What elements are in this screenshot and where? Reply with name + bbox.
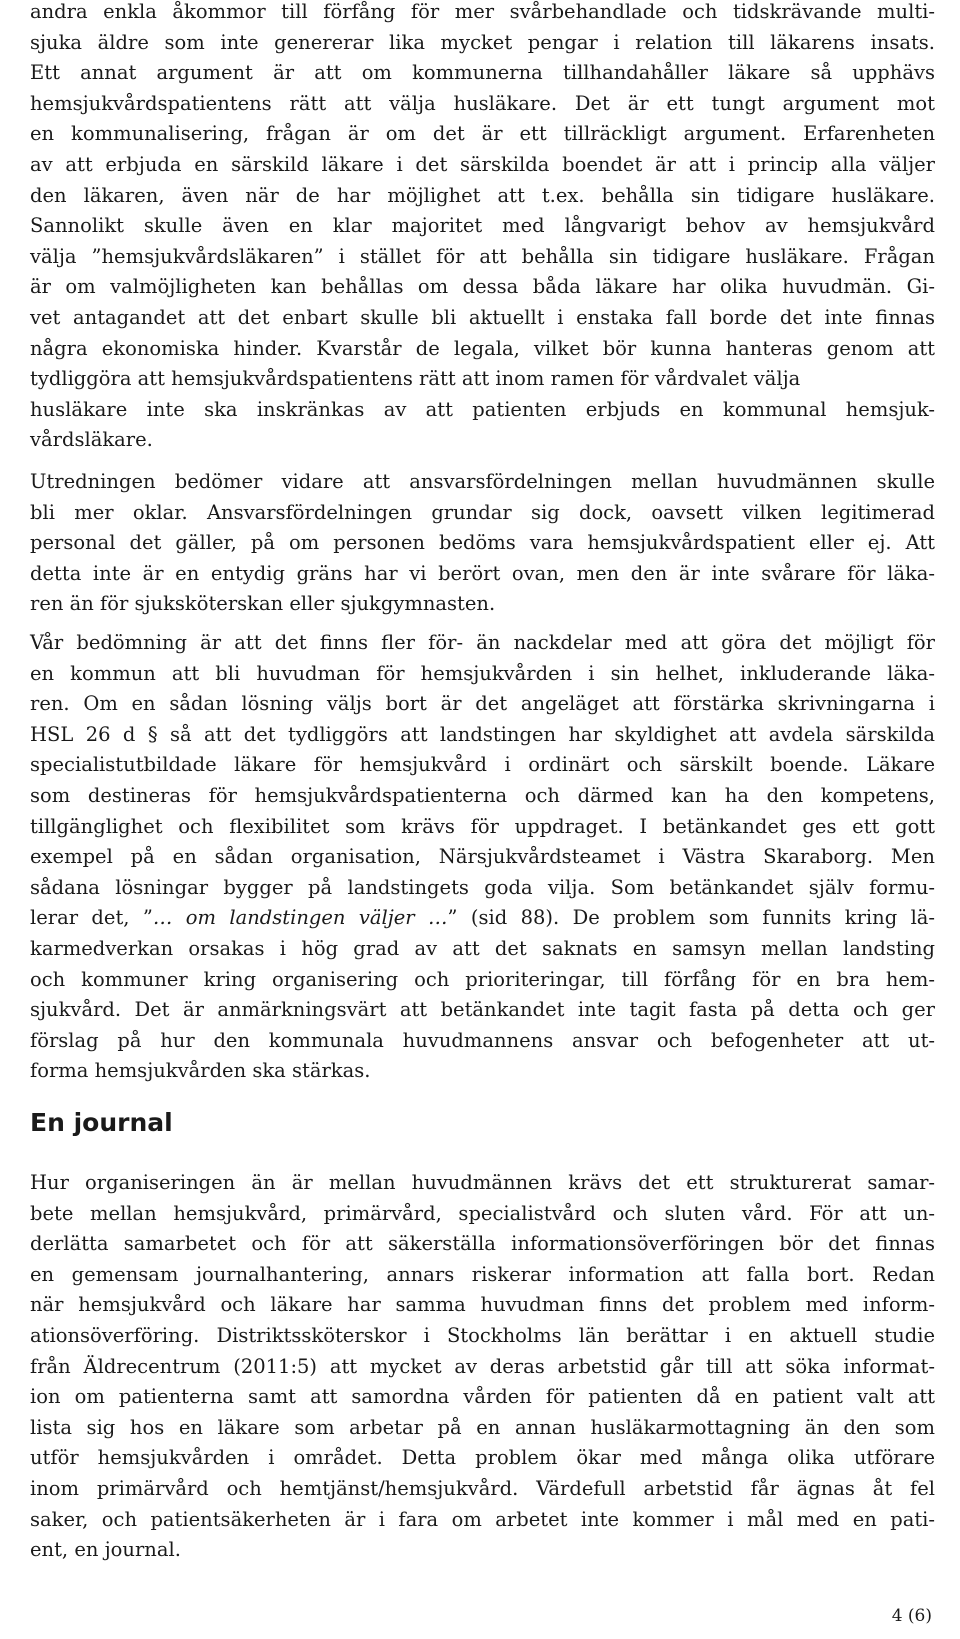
text-line: en kommun att bli huvudman för hemsjukvården i sin helhet, inkluderande läka- bbox=[30, 661, 935, 685]
paragraph-responsibility bbox=[30, 467, 940, 620]
text-line: förslag på hur den kommunala huvudmannens ansvar och befogenheter att ut- bbox=[30, 1028, 935, 1052]
text-line: och kommuner kring organisering och prioriteringar, till förfång för en bra hem- bbox=[30, 967, 935, 991]
text-line: bli mer oklar. Ansvarsfördelningen grundar sig dock, oavsett vilken legitimerad bbox=[30, 500, 935, 524]
text-line: Utredningen bedömer vidare att ansvarsfördelningen mellan huvudmännen skulle bbox=[30, 470, 935, 493]
text-line: specialistutbildade läkare för hemsjukvård i ordinärt och särskilt boende. Läkare bbox=[30, 753, 935, 777]
section-heading: En journal bbox=[30, 1108, 173, 1137]
text-line: en gemensam journalhantering, annars riskerar information att falla bort. Redan bbox=[30, 1262, 935, 1286]
text-line: välja ”hemsjukvårdsläkaren” i stället för att behålla sin tidigare husläkare. Frågan bbox=[30, 244, 935, 268]
text-line: ent, en journal. bbox=[30, 1538, 181, 1562]
paragraph-journal bbox=[30, 1168, 940, 1566]
text-line: Hur organiseringen än är mellan huvudmännen krävs det ett strukturerat samar- bbox=[30, 1171, 935, 1194]
text-line: tydliggöra att hemsjukvårdspatientens rätt att inom ramen för vårdvalet välja bbox=[30, 367, 801, 391]
text-line: vet antagandet att det enbart skulle bli aktuellt i enstaka fall borde det inte finnas bbox=[30, 305, 935, 329]
quote-italic: … om landstingen väljer … bbox=[152, 906, 448, 930]
quote-line-before: lerar det, ” bbox=[30, 906, 153, 930]
text-line: från Äldrecentrum (2011:5) att mycket av deras arbetstid går till att söka informat- bbox=[30, 1354, 935, 1378]
text-line: karmedverkan orsakas i hög grad av att det saknats en samsyn mellan landsting bbox=[30, 936, 935, 960]
text-line: när hemsjukvård och läkare har samma huvudman finns det problem med inform- bbox=[30, 1293, 935, 1317]
text-line: derlätta samarbetet och för att säkerställa informationsöverföringen bör det finnas bbox=[30, 1232, 935, 1256]
text-line: vårdsläkare. bbox=[30, 428, 153, 452]
text-line: andra enkla åkommor till förfång för mer svårbehandlade och tidskrävande multi- bbox=[30, 0, 935, 23]
text-line: Ett annat argument är att om kommunerna tillhandahåller läkare så upphävs bbox=[30, 61, 935, 85]
quote-line bbox=[30, 903, 940, 934]
text-line: ren än för sjuksköterskan eller sjukgymnasten. bbox=[30, 592, 496, 616]
document-page bbox=[30, 0, 940, 1639]
text-line: sådana lösningar bygger på landstingets goda vilja. Som betänkandet själv formu- bbox=[30, 875, 935, 899]
text-line: bete mellan hemsjukvård, primärvård, specialistvård och sluten vård. För att un- bbox=[30, 1201, 935, 1225]
quote-line-after: ” (sid 88). De problem som funnits kring lä- bbox=[447, 906, 936, 930]
text-line: HSL 26 d § så att det tydliggörs att landstingen har skyldighet att avdela särskilda bbox=[30, 722, 935, 746]
text-line: utför hemsjukvården i området. Detta problem ökar med många olika utförare bbox=[30, 1446, 935, 1470]
text-line: ren. Om en sådan lösning väljs bort är det angeläget att förstärka skrivningarna i bbox=[30, 692, 935, 716]
text-line: lista sig hos en läkare som arbetar på en annan husläkarmottagning än den som bbox=[30, 1415, 935, 1439]
text-line: sjuka äldre som inte genererar lika mycket pengar i relation till läkarens insats. bbox=[30, 30, 935, 54]
paragraph-assessment bbox=[30, 628, 940, 1087]
text-line: Sannolikt skulle även en klar majoritet med långvarigt behov av hemsjukvård bbox=[30, 214, 935, 238]
text-line: inom primärvård och hemtjänst/hemsjukvård. Värdefull arbetstid får ägnas åt fel bbox=[30, 1476, 935, 1500]
paragraph-intro-continued bbox=[30, 0, 940, 456]
text-line: en kommunalisering, frågan är om det är ett tillräckligt argument. Erfarenheten bbox=[30, 122, 936, 146]
text-line: den läkaren, även när de har möjlighet att t.ex. behålla sin tidigare husläkare. bbox=[30, 183, 935, 207]
text-line: detta inte är en entydig gräns har vi berört ovan, men den är inte svårare för läka- bbox=[30, 561, 935, 585]
text-line: personal det gäller, på om personen bedöms vara hemsjukvårdspatient eller ej. Att bbox=[30, 531, 935, 555]
text-line: av att erbjuda en särskild läkare i det särskilda boendet är att i princip alla väljer bbox=[30, 152, 936, 176]
text-line: ion om patienterna samt att samordna vården för patienten då en patient valt att bbox=[30, 1385, 935, 1409]
text-line: sjukvård. Det är anmärkningsvärt att betänkandet inte tagit fasta på detta och ger bbox=[30, 998, 935, 1022]
text-line: Vår bedömning är att det finns fler för- än nackdelar med att göra det möjligt för bbox=[30, 631, 935, 654]
page-number: 4 (6) bbox=[891, 1606, 932, 1626]
text-line: saker, och patientsäkerheten är i fara om arbetet inte kommer i mål med en pati- bbox=[30, 1507, 935, 1531]
text-line: ationsöverföring. Distriktssköterskor i Stockholms län berättar i en aktuell studie bbox=[30, 1323, 935, 1347]
text-line: tillgänglighet och flexibilitet som krävs för uppdraget. I betänkandet ges ett gott bbox=[30, 814, 935, 838]
text-line: forma hemsjukvården ska stärkas. bbox=[30, 1059, 371, 1083]
text-line: exempel på en sådan organisation, Närsjukvårdsteamet i Västra Skaraborg. Men bbox=[30, 845, 935, 869]
text-line: hemsjukvårdspatientens rätt att välja husläkare. Det är ett tungt argument mot bbox=[30, 91, 935, 115]
text-line: några ekonomiska hinder. Kvarstår de legala, vilket bör kunna hanteras genom att bbox=[30, 336, 935, 360]
text-line: är om valmöjligheten kan behållas om dessa båda läkare har olika huvudmän. Gi- bbox=[30, 275, 935, 299]
text-line: som destineras för hemsjukvårdspatienterna och därmed kan ha den kompetens, bbox=[30, 783, 935, 807]
text-line: husläkare inte ska inskränkas av att patienten erbjuds en kommunal hemsjuk- bbox=[30, 397, 935, 421]
